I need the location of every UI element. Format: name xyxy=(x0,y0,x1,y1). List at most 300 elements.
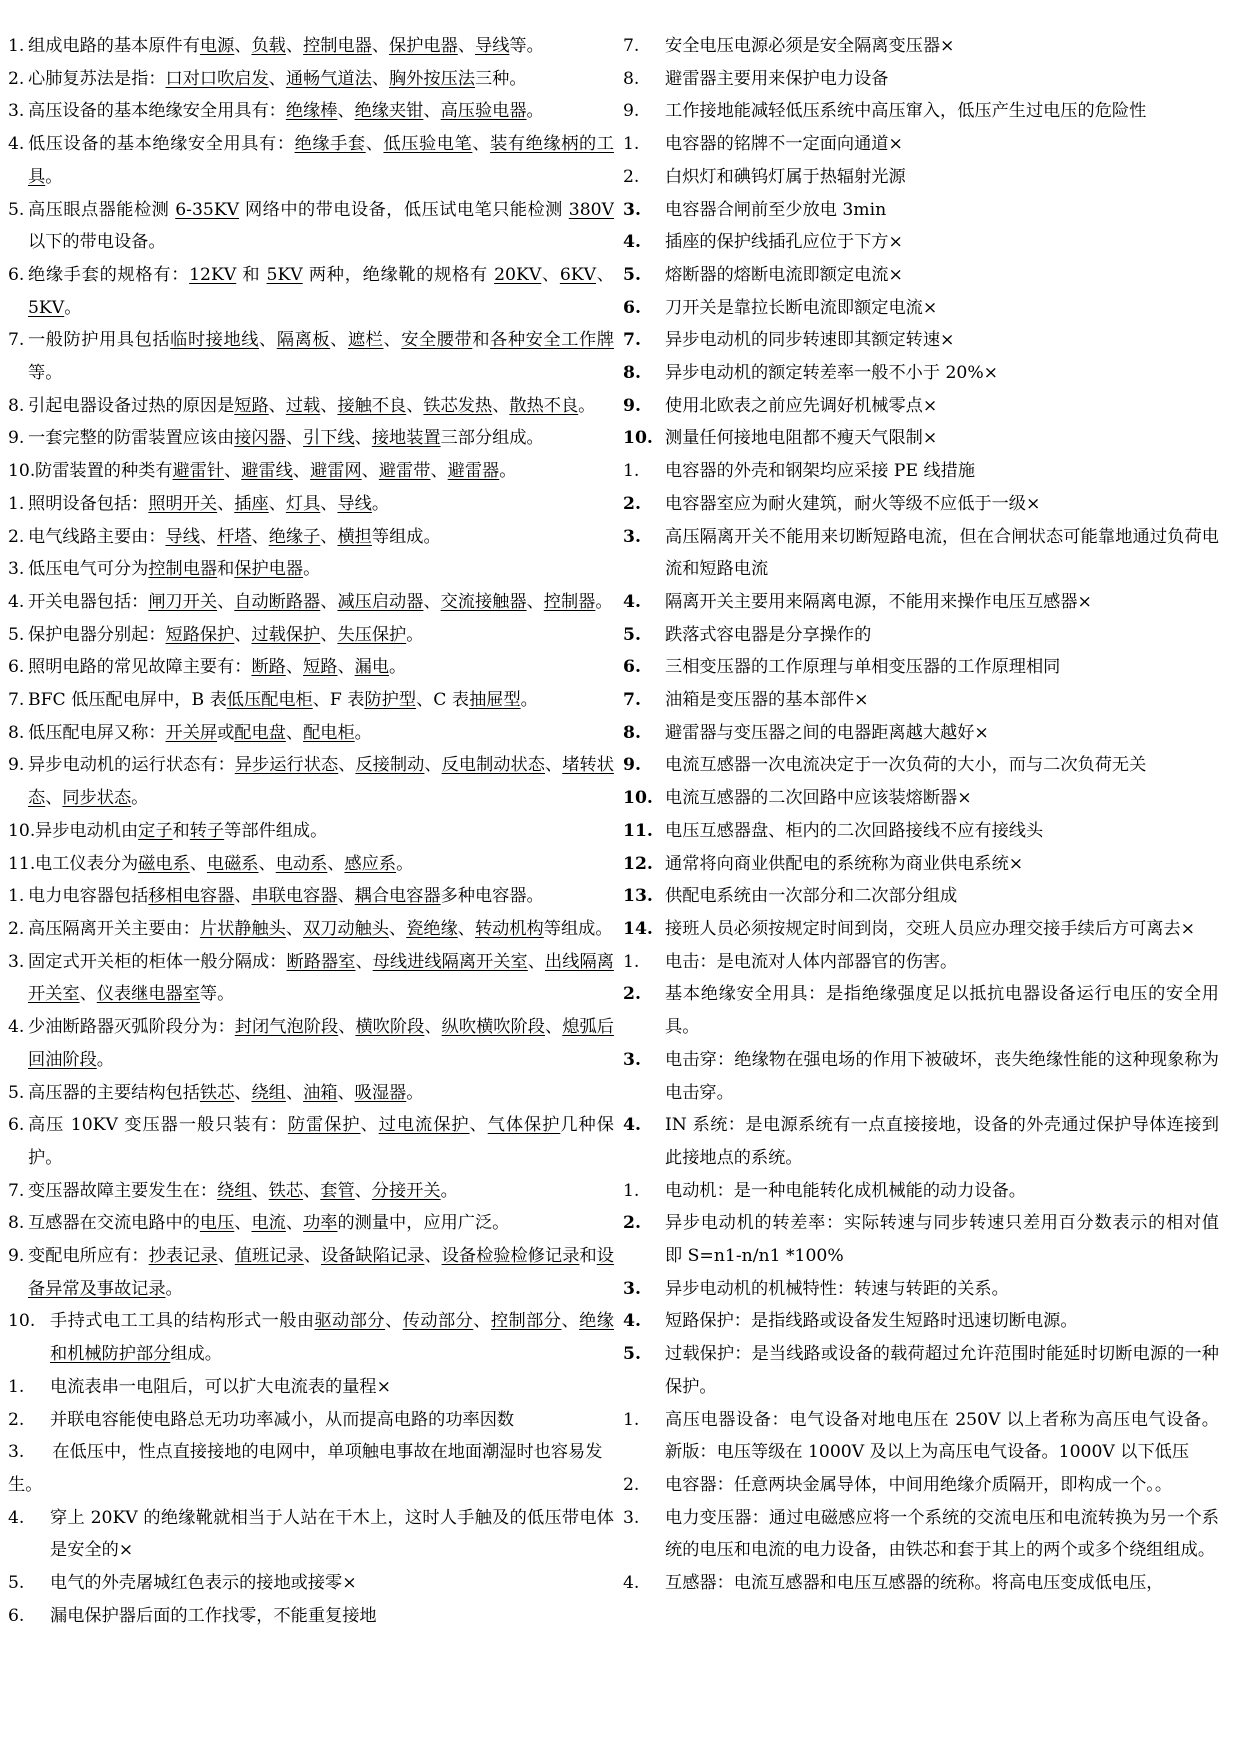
item-number: 1. xyxy=(8,36,25,56)
text-segment: 固定式开关柜的柜体一般分隔成： xyxy=(28,951,287,972)
item-text xyxy=(28,95,614,128)
text-segment: 低压设备的基本绝缘安全用具有： xyxy=(28,134,295,155)
text-segment: 隔离开关主要用来隔离电源，不能用来操作电压互感器× xyxy=(665,591,1092,612)
left-column xyxy=(8,30,614,1754)
item-number: 8. xyxy=(623,68,640,89)
text-segment: 、 xyxy=(217,591,235,612)
text-segment: 、 xyxy=(423,101,441,122)
left-list-item xyxy=(8,390,614,423)
text-segment: 保护电器分别起： xyxy=(28,624,166,645)
text-segment: 在低压中，性点直接接地的电网中，单项触电事故在地面潮湿时也容易发生。 xyxy=(8,1442,603,1495)
underlined-term: 感应系 xyxy=(344,853,397,874)
text-segment: 、 xyxy=(268,68,286,89)
text-segment: 电容器：任意两块金属导体，中间用绝缘介质隔开，即构成一个。。 xyxy=(665,1474,1173,1495)
text-segment: 。 xyxy=(354,722,372,743)
item-text xyxy=(50,1404,614,1437)
item-text xyxy=(665,848,1219,881)
text-segment: 等组成。 xyxy=(371,526,441,547)
item-text xyxy=(665,1404,1219,1469)
text-segment: 引起电器设备过热的原因是 xyxy=(28,395,235,416)
item-text xyxy=(28,749,614,814)
item-text xyxy=(35,815,614,848)
underlined-term: 遮栏 xyxy=(347,330,384,351)
text-segment: 和 xyxy=(236,264,267,285)
underlined-term: 绝缘子 xyxy=(268,526,321,547)
text-segment: 、 xyxy=(285,1213,304,1234)
item-number: 8. xyxy=(8,1213,25,1234)
text-segment: 、 xyxy=(259,330,277,351)
item-number: 8. xyxy=(8,395,25,416)
underlined-term: 串联电容器 xyxy=(251,886,338,907)
right-list-item xyxy=(623,1502,1219,1567)
text-segment: 、 xyxy=(424,755,442,776)
item-number: 2. xyxy=(623,1474,640,1495)
text-segment: 高压设备的基本绝缘安全用具有： xyxy=(28,101,286,122)
item-text xyxy=(665,128,1219,161)
item-number: 1. xyxy=(8,886,25,907)
right-list-item xyxy=(623,1567,1219,1600)
text-segment: 、F 表 xyxy=(312,690,365,711)
text-segment: 插座的保护线插孔应位于下方× xyxy=(665,232,903,253)
underlined-term: 通畅气道法 xyxy=(285,68,372,89)
item-text xyxy=(28,521,614,554)
underlined-term: 值班记录 xyxy=(234,1246,304,1267)
text-segment: 基本绝缘安全用具：是指绝缘强度足以抵抗电器设备运行电压的安全用具。 xyxy=(665,984,1219,1038)
underlined-term: 绕组 xyxy=(251,1082,286,1103)
item-number: 2. xyxy=(623,984,641,1005)
text-segment: 油箱是变压器的基本部件× xyxy=(665,690,869,711)
left-list-item xyxy=(8,651,614,684)
left-list-item xyxy=(8,422,614,455)
item-number: 9. xyxy=(8,1246,25,1267)
item-text xyxy=(665,782,1219,815)
item-text xyxy=(28,390,614,423)
item-text xyxy=(35,455,614,488)
text-segment: 、 xyxy=(389,918,407,939)
text-segment: 防雷装置的种类有 xyxy=(35,461,173,482)
underlined-term: 负载 xyxy=(251,36,286,56)
text-segment: 互感器在交流电路中的 xyxy=(28,1213,200,1234)
right-list-item xyxy=(623,95,1219,128)
item-number: 7. xyxy=(623,36,640,56)
underlined-term: 12KV xyxy=(189,264,237,285)
item-number: 2. xyxy=(8,918,25,939)
item-number: 7. xyxy=(8,690,25,711)
underlined-term: 失压保护 xyxy=(337,624,407,645)
text-segment: 高压隔离开关主要由： xyxy=(28,918,200,939)
underlined-term: 交流接触器 xyxy=(440,591,527,612)
text-segment: 跌落式容电器是分享操作的 xyxy=(665,624,872,645)
right-list-item xyxy=(623,422,1219,455)
right-list-item xyxy=(623,815,1219,848)
underlined-term: 避雷带 xyxy=(378,461,431,482)
item-text xyxy=(665,324,1219,357)
text-segment: 照明电路的常见故障主要有： xyxy=(28,657,252,678)
item-text xyxy=(50,1371,614,1404)
underlined-term: 耦合电容器 xyxy=(354,886,441,907)
item-number: 8. xyxy=(623,722,641,743)
text-segment: 、 xyxy=(189,853,207,874)
text-segment: 、 xyxy=(45,788,63,809)
underlined-term: 5KV xyxy=(28,297,65,318)
item-text xyxy=(665,1469,1219,1502)
item-number: 3. xyxy=(623,1278,641,1299)
underlined-term: 片状静触头 xyxy=(199,918,286,939)
underlined-term: 设备检验检修记录 xyxy=(441,1246,580,1267)
item-number: 10. xyxy=(8,461,36,482)
item-number: 6. xyxy=(623,657,641,678)
text-segment: 开关电器包括： xyxy=(28,591,149,612)
right-list-item xyxy=(623,619,1219,652)
text-segment: 、 xyxy=(338,1017,356,1038)
item-number: 9. xyxy=(623,755,641,776)
text-segment: 异步电动机的运行状态有： xyxy=(28,755,235,776)
right-list-item xyxy=(623,586,1219,619)
underlined-term: 定子 xyxy=(138,820,173,841)
left-list-item xyxy=(8,324,614,389)
item-text xyxy=(665,161,1219,194)
left-list-item xyxy=(8,1305,614,1370)
text-segment: 一般防护用具包括 xyxy=(28,330,171,351)
left-list-item xyxy=(8,1371,614,1404)
item-text xyxy=(665,422,1219,455)
text-segment: 、 xyxy=(472,134,491,155)
item-number: 1. xyxy=(8,1376,25,1397)
item-number: 2. xyxy=(623,1213,641,1234)
left-list-item xyxy=(8,684,614,717)
text-segment: 和 xyxy=(472,330,491,351)
text-segment: 、 xyxy=(385,1311,403,1332)
text-segment: 。 xyxy=(64,297,82,318)
text-segment: 或 xyxy=(217,722,235,743)
underlined-term: 插座 xyxy=(234,493,269,514)
text-segment: 。 xyxy=(440,1180,458,1201)
text-segment: 电气线路主要由： xyxy=(28,526,166,547)
item-number: 6. xyxy=(8,657,25,678)
item-number: 11. xyxy=(623,820,653,841)
underlined-term: 过载保护 xyxy=(251,624,321,645)
text-segment: 组成。 xyxy=(170,1344,222,1365)
item-text xyxy=(50,1502,614,1567)
item-number: 6. xyxy=(8,1115,25,1136)
underlined-term: 避雷线 xyxy=(241,461,293,482)
underlined-term: 控制电器 xyxy=(148,559,218,580)
underlined-term: 铁芯 xyxy=(268,1180,304,1201)
item-text xyxy=(28,1175,614,1208)
item-text xyxy=(28,1207,614,1240)
underlined-term: 移相电容器 xyxy=(148,886,235,907)
text-segment: 多种电容器。 xyxy=(440,886,544,907)
left-list-item xyxy=(8,946,614,1011)
text-segment: BFC 低压配电屏中，B 表 xyxy=(28,690,227,711)
text-segment: 、 xyxy=(457,918,475,939)
text-segment: 电容器合闸前至少放电 3min xyxy=(665,199,887,220)
text-segment: 接班人员必须按规定时间到岗，交班人员应办理交接手续后方可离去× xyxy=(665,918,1196,939)
left-list-item xyxy=(8,1207,614,1240)
underlined-term: 配电盘 xyxy=(234,722,286,743)
item-text xyxy=(28,128,614,193)
text-segment: 高压眼点器能检测 xyxy=(28,199,176,220)
underlined-term: 隔离板 xyxy=(276,330,331,351)
left-list-item xyxy=(8,194,614,259)
left-list-item xyxy=(8,1077,614,1110)
item-text xyxy=(665,684,1219,717)
right-list-item xyxy=(623,651,1219,684)
text-segment: 和 xyxy=(172,820,190,841)
text-segment: 、 xyxy=(337,886,355,907)
underlined-term: 装有绝缘柄的工具 xyxy=(28,134,614,187)
text-segment: 测量任何接地电阻都不瘦天气限制× xyxy=(665,428,938,449)
item-number: 6. xyxy=(8,264,25,285)
item-text xyxy=(665,749,1219,782)
underlined-term: 吸湿器 xyxy=(354,1082,407,1103)
item-number: 10. xyxy=(8,1311,36,1332)
text-segment: 、 xyxy=(596,264,614,285)
underlined-term: 闸刀开关 xyxy=(148,591,218,612)
right-list-item xyxy=(623,455,1219,488)
underlined-term: 分接开关 xyxy=(371,1180,441,1201)
text-segment: 绝缘手套的规格有： xyxy=(28,264,190,285)
underlined-term: 电源 xyxy=(199,36,235,56)
underlined-term: 6-35KV xyxy=(175,199,240,220)
text-segment: 高压电器设备：电气设备对地电压在 250V 以上者称为高压电气设备。新版：电压等级在 1000V 及以上为高压电气设备。1000V 以下低压 xyxy=(665,1409,1219,1463)
text-segment: 、 xyxy=(337,1082,355,1103)
text-segment: 电容器的外壳和钢架均应采接 PE 线措施 xyxy=(665,461,976,482)
item-number: 7. xyxy=(8,1180,25,1201)
right-list-item xyxy=(623,1305,1219,1338)
item-text xyxy=(50,1567,614,1600)
underlined-term: 横吹阶段 xyxy=(355,1017,425,1038)
text-segment: 电力变压器：通过电磁感应将一个系统的交流电压和电流转换为另一个系统的电压和电流的电力设备，由铁芯和套于其上的两个或多个绕组组成。 xyxy=(665,1507,1219,1561)
text-segment: 低压电气可分为 xyxy=(28,559,149,580)
item-text xyxy=(28,913,614,946)
text-segment: 少油断路器灭弧阶段分为： xyxy=(28,1017,235,1038)
text-segment: 过载保护：是当线路或设备的载荷超过允许范围时能延时切断电源的一种保护。 xyxy=(665,1344,1219,1397)
underlined-term: 自动断路器 xyxy=(234,591,321,612)
item-number: 6. xyxy=(623,297,641,318)
underlined-term: 胸外按压法 xyxy=(389,68,475,89)
right-list-item xyxy=(623,749,1219,782)
right-list-item xyxy=(623,946,1219,979)
text-segment: 、 xyxy=(457,36,476,56)
item-text xyxy=(28,1109,614,1174)
text-segment: 变压器故障主要发生在： xyxy=(28,1180,218,1201)
underlined-term: 断路器室 xyxy=(286,951,356,972)
underlined-term: 传动部分 xyxy=(402,1311,474,1332)
item-number: 11. xyxy=(8,853,36,874)
right-list-item xyxy=(623,1338,1219,1403)
text-segment: 、 xyxy=(234,624,252,645)
underlined-term: 套管 xyxy=(320,1180,355,1201)
item-text xyxy=(28,1011,614,1076)
text-segment: 电动机：是一种电能转化成机械能的动力设备。 xyxy=(665,1180,1026,1201)
underlined-term: 安全腰带 xyxy=(401,330,473,351)
text-segment: 、 xyxy=(473,1311,491,1332)
underlined-term: 封闭气泡阶段 xyxy=(234,1017,339,1038)
item-number: 8. xyxy=(8,722,25,743)
underlined-term: 避雷网 xyxy=(310,461,362,482)
text-segment: 、 xyxy=(361,461,379,482)
underlined-term: 抽屉型 xyxy=(469,690,521,711)
text-segment: 。 xyxy=(595,591,613,612)
item-text xyxy=(28,488,614,521)
underlined-term: 断路 xyxy=(251,657,286,678)
text-segment: 。 xyxy=(45,166,63,187)
left-list-item xyxy=(8,1436,614,1501)
right-list-item xyxy=(623,292,1219,325)
underlined-term: 减压启动器 xyxy=(337,591,424,612)
underlined-term: 过载 xyxy=(285,395,321,416)
item-text xyxy=(665,1273,1219,1306)
underlined-term: 磁电系 xyxy=(138,853,190,874)
text-segment: 、 xyxy=(268,395,286,416)
item-text xyxy=(28,946,614,1011)
item-text xyxy=(665,292,1219,325)
right-list-item xyxy=(623,1273,1219,1306)
text-segment: 网络中的带电设备，低压试电笔只能检测 xyxy=(239,199,569,220)
right-list-item xyxy=(623,848,1219,881)
item-text xyxy=(665,1305,1219,1338)
item-number: 8. xyxy=(623,363,641,384)
underlined-term: 电磁系 xyxy=(206,853,259,874)
text-segment: 。 xyxy=(526,101,544,122)
item-number: 4. xyxy=(623,1115,641,1136)
item-number: 14. xyxy=(623,918,653,939)
underlined-term: 散热不良 xyxy=(509,395,579,416)
text-segment: 、 xyxy=(234,36,252,56)
right-list-item xyxy=(623,1469,1219,1502)
text-segment: 、 xyxy=(424,1246,442,1267)
right-list-item xyxy=(623,521,1219,586)
item-text xyxy=(665,717,1219,750)
underlined-term: 熄弧后回油阶段 xyxy=(28,1017,614,1070)
text-segment: 电力电容器包括 xyxy=(28,886,149,907)
item-text xyxy=(665,586,1219,619)
text-segment: 熔断器的熔断电流即额定电流× xyxy=(665,264,903,285)
text-segment: 、 xyxy=(337,657,355,678)
item-text xyxy=(28,1077,614,1110)
item-text xyxy=(665,226,1219,259)
underlined-term: 接地装置 xyxy=(371,428,441,449)
item-text xyxy=(665,63,1219,96)
item-number: 3. xyxy=(8,1442,25,1463)
text-segment: 白炽灯和碘钨灯属于热辐射光源 xyxy=(665,166,906,187)
item-text xyxy=(665,390,1219,423)
text-segment: 、 xyxy=(354,1180,372,1201)
text-segment: 异步电动机的额定转差率一般不小于 20%× xyxy=(665,363,999,384)
underlined-term: 防护型 xyxy=(364,690,417,711)
item-number: 1. xyxy=(8,493,25,514)
text-segment: 电流互感器一次电流决定于一次负荷的大小，而与二次负荷无关 xyxy=(665,755,1147,776)
left-list-item xyxy=(8,848,614,881)
underlined-term: 短路 xyxy=(234,395,269,416)
item-number: 4. xyxy=(8,134,25,155)
text-segment: 异步电动机的机械特性：转速与转距的关系。 xyxy=(665,1278,1009,1299)
left-list-item xyxy=(8,1567,614,1600)
underlined-term: 异步运行状态 xyxy=(234,755,339,776)
text-segment: IN 系统：是电源系统有一点直接接地，设备的外壳通过保护导体连接到此接地点的系统。 xyxy=(665,1115,1219,1168)
left-list-item xyxy=(8,913,614,946)
item-number: 1. xyxy=(623,134,640,155)
item-number: 2. xyxy=(8,526,25,547)
item-number: 12. xyxy=(623,853,653,874)
left-list-item xyxy=(8,455,614,488)
item-number: 5. xyxy=(8,624,25,645)
text-segment: 三相变压器的工作原理与单相变压器的工作原理相同 xyxy=(665,657,1061,678)
underlined-term: 接闪器 xyxy=(234,428,286,449)
text-segment: 、 xyxy=(251,526,269,547)
item-text xyxy=(28,586,614,619)
underlined-term: 驱动部分 xyxy=(314,1311,386,1332)
text-segment: 、 xyxy=(365,134,384,155)
text-segment: 。 xyxy=(131,788,149,809)
underlined-term: 瓷绝缘 xyxy=(406,918,458,939)
left-list-item xyxy=(8,1109,614,1174)
item-number: 6. xyxy=(8,1605,25,1626)
underlined-term: 临时接地线 xyxy=(170,330,260,351)
text-segment: 电容器的铭牌不一定面向通道× xyxy=(665,134,903,155)
right-list-item xyxy=(623,63,1219,96)
underlined-term: 开关屏 xyxy=(165,722,218,743)
text-segment: 电流互感器的二次回路中应该装熔断器× xyxy=(665,788,972,809)
item-number: 9. xyxy=(8,755,25,776)
left-list-item xyxy=(8,1240,614,1305)
left-list-item xyxy=(8,1502,614,1567)
underlined-term: 380V xyxy=(568,199,614,220)
item-number: 4. xyxy=(623,1573,640,1594)
item-number: 13. xyxy=(623,886,653,907)
text-segment: 、 xyxy=(320,624,338,645)
item-text xyxy=(665,880,1219,913)
underlined-term: 低压验电笔 xyxy=(383,134,473,155)
text-segment: 低压配电屏又称： xyxy=(28,722,166,743)
text-segment: 以下的带电设备。 xyxy=(28,232,166,253)
text-segment: 、C 表 xyxy=(416,690,470,711)
right-list-item xyxy=(623,880,1219,913)
text-segment: 电工仪表分为 xyxy=(35,853,139,874)
item-number: 4. xyxy=(623,1311,641,1332)
text-segment: 、 xyxy=(285,918,304,939)
item-number: 9. xyxy=(623,395,641,416)
item-number: 2. xyxy=(623,493,641,514)
text-segment: 短路保护：是指线路或设备发生短路时迅速切断电源。 xyxy=(665,1311,1078,1332)
item-text xyxy=(665,619,1219,652)
item-number: 4. xyxy=(8,591,25,612)
underlined-term: 低压配电柜 xyxy=(226,690,313,711)
left-list-item xyxy=(8,717,614,750)
underlined-term: 横担 xyxy=(337,526,372,547)
underlined-term: 电动系 xyxy=(275,853,328,874)
text-segment: 。 xyxy=(499,461,517,482)
item-text xyxy=(28,684,614,717)
text-segment: 。 xyxy=(371,493,390,514)
left-list-item xyxy=(8,619,614,652)
text-segment: 电击穿：绝缘物在强电场的作用下被破坏，丧失绝缘性能的这种现象称为电击穿。 xyxy=(665,1049,1219,1103)
text-segment: 异步电动机由 xyxy=(35,820,139,841)
item-number: 3. xyxy=(623,526,641,547)
left-list-item xyxy=(8,1011,614,1076)
underlined-term: 同步状态 xyxy=(62,788,132,809)
item-text xyxy=(28,259,614,324)
left-list-item xyxy=(8,488,614,521)
text-segment: 。 xyxy=(520,690,538,711)
item-text xyxy=(28,30,614,63)
right-list-item xyxy=(623,1175,1219,1208)
left-list-item xyxy=(8,128,614,193)
right-list-item xyxy=(623,717,1219,750)
item-text xyxy=(50,1305,614,1370)
text-segment: 、 xyxy=(258,853,276,874)
